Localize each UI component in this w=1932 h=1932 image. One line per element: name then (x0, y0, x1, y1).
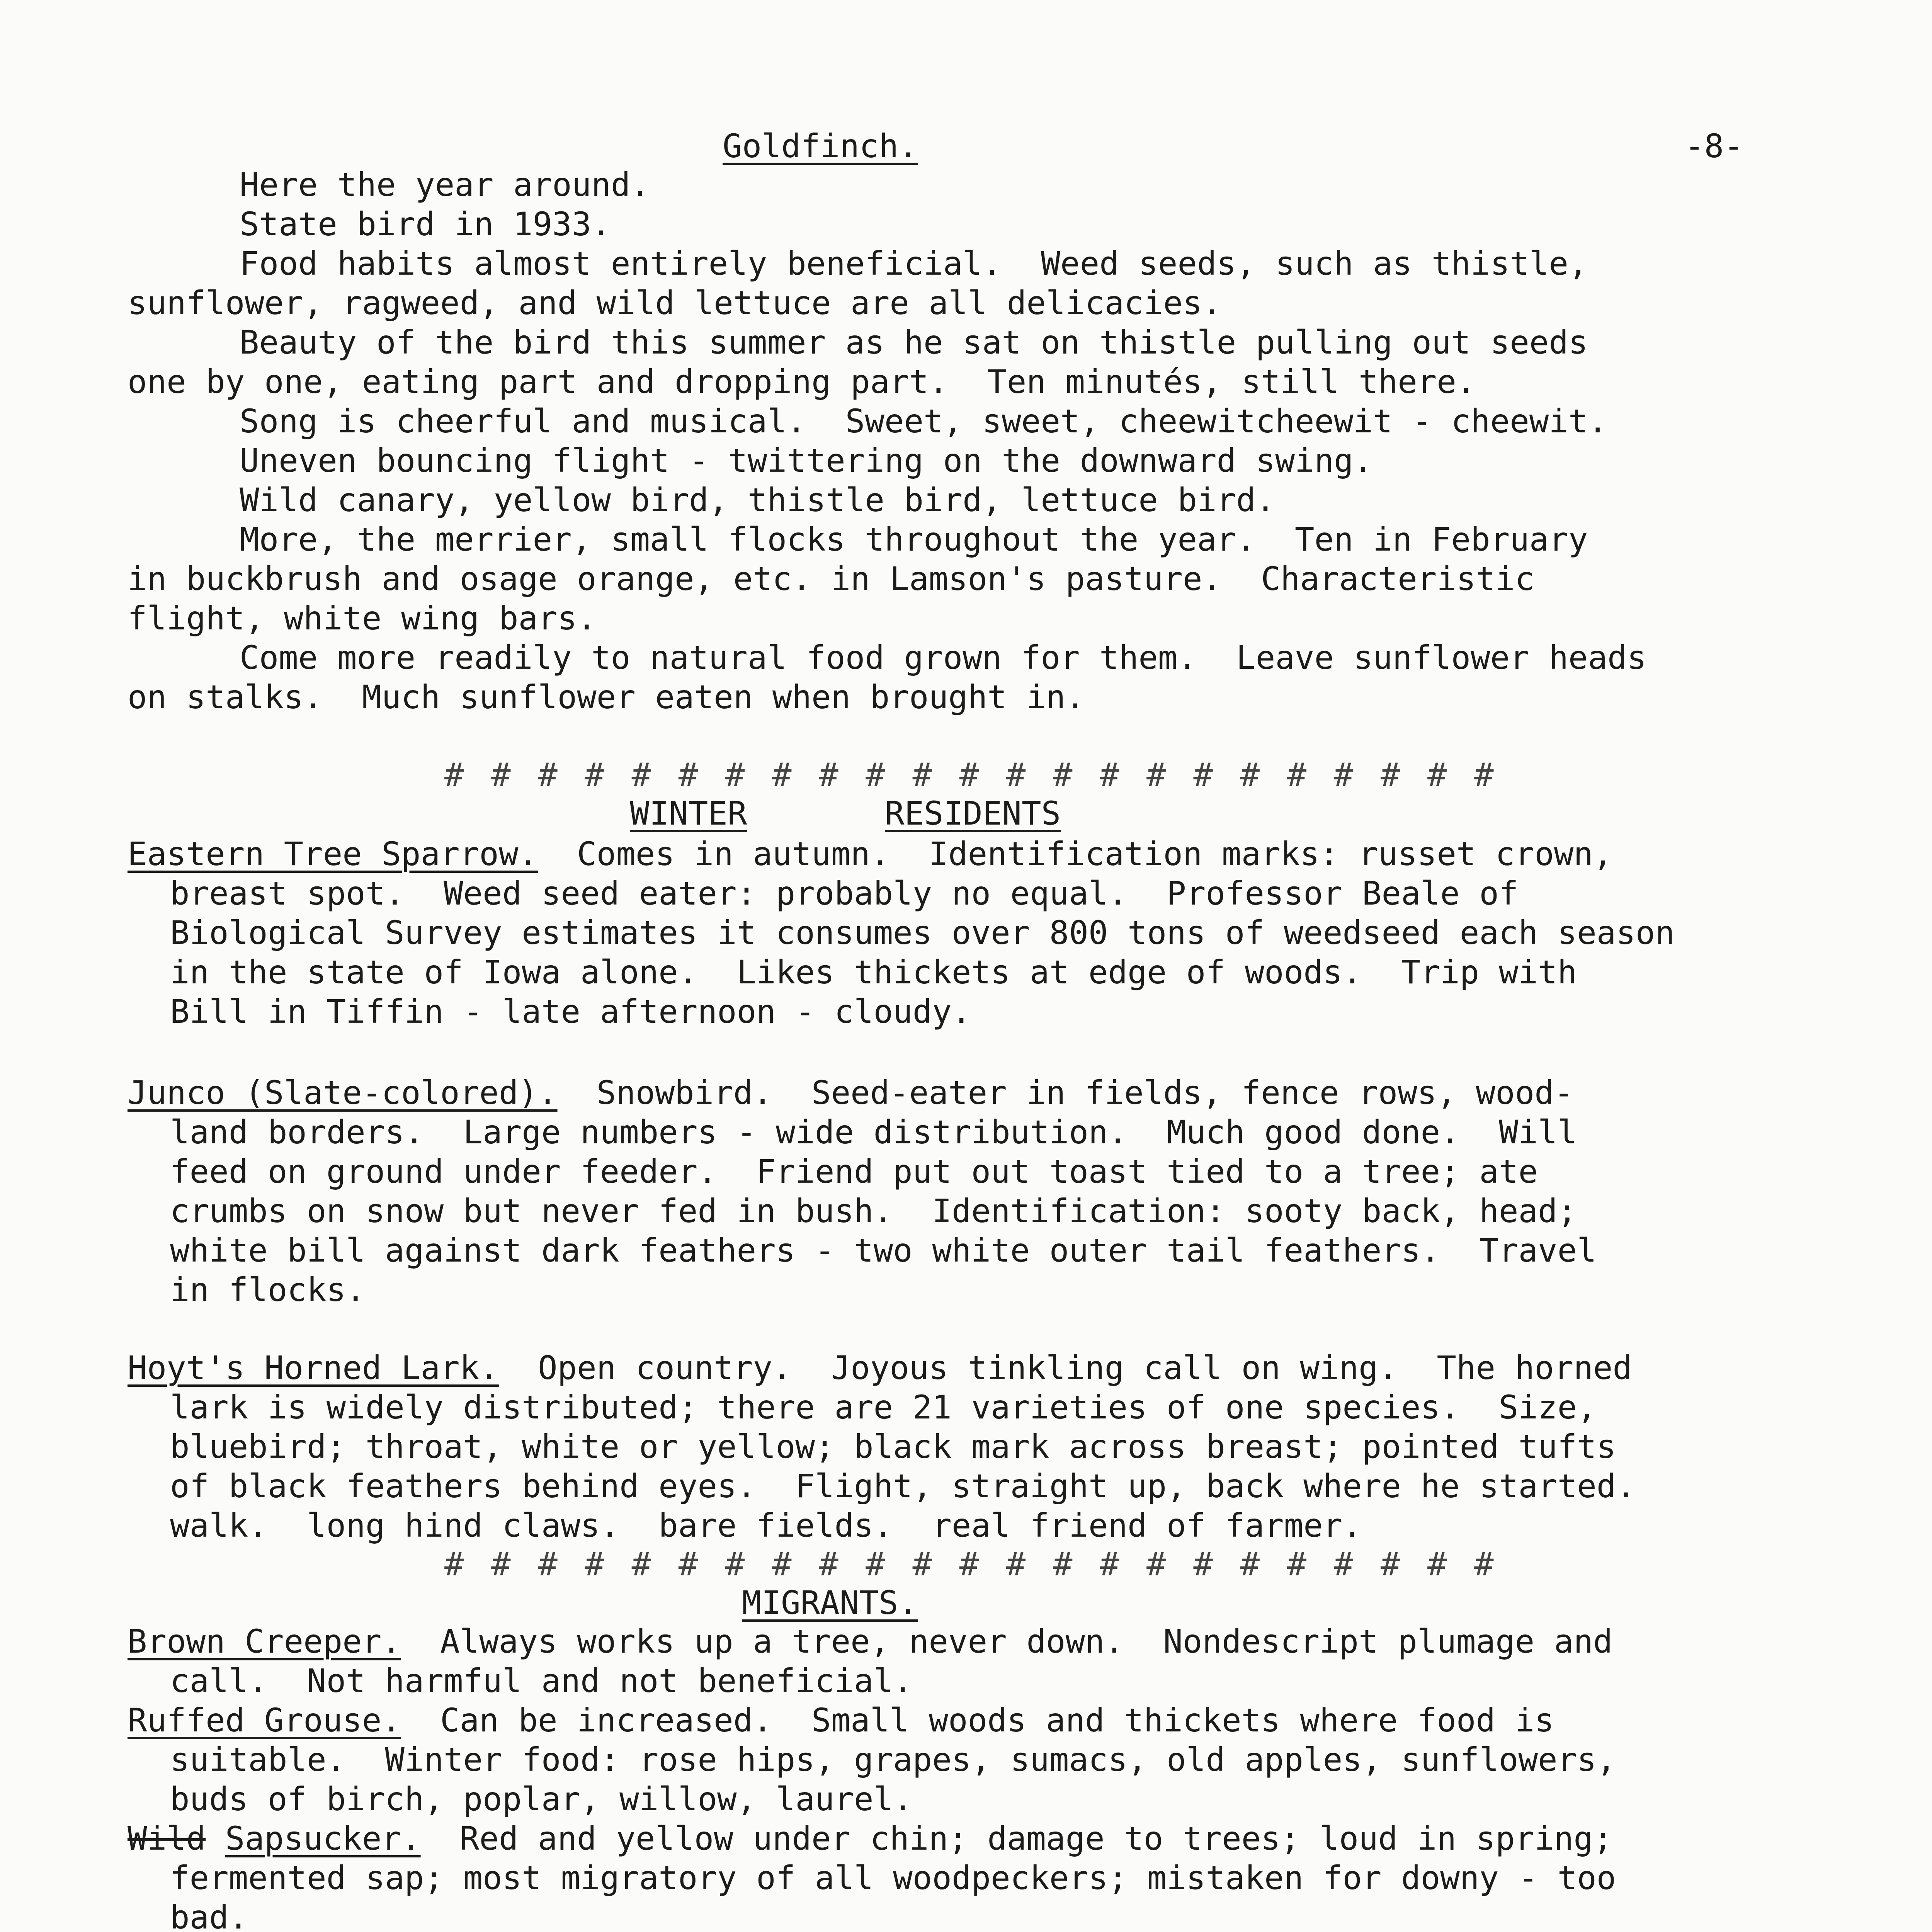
species-line: walk. long hind claws. bare fields. real friend of farmer. (170, 1507, 1362, 1544)
section-separator: # # # # # # # # # # # # # # # # # # # # # # # (444, 1545, 1498, 1583)
species-line: bluebird; throat, white or yellow; black mark across breast; pointed tufts (170, 1428, 1616, 1466)
species-name: Brown Creeper. (128, 1622, 401, 1660)
section-separator: # # # # # # # # # # # # # # # # # # # # # # # (444, 756, 1498, 794)
species-entry-first-line (128, 1622, 1613, 1661)
section-heading-residents: RESIDENTS (885, 794, 1061, 832)
species-line: fermented sap; most migratory of all woodpeckers; mistaken for downy - too (170, 1859, 1616, 1897)
species-line: white bill against dark feathers - two white outer tail feathers. Travel (170, 1231, 1597, 1269)
goldfinch-line: one by one, eating part and dropping part. Ten minutés, still there. (128, 363, 1476, 401)
species-entry-first-line (128, 835, 1613, 873)
species-line: breast spot. Weed seed eater: probably no equal. Professor Beale of (170, 874, 1519, 912)
goldfinch-line: Come more readily to natural food grown for them. Leave sunflower heads (240, 639, 1647, 677)
goldfinch-line: Here the year around. (240, 166, 650, 204)
goldfinch-line: on stalks. Much sunflower eaten when brought in. (128, 678, 1085, 716)
goldfinch-line: Uneven bouncing flight - twittering on the downward swing. (240, 442, 1373, 480)
goldfinch-line: Wild canary, yellow bird, thistle bird, lettuce bird. (240, 481, 1276, 519)
species-entry-first-line (128, 1349, 1632, 1387)
goldfinch-line: Beauty of the bird this summer as he sat on thistle pulling out seeds (240, 323, 1588, 361)
species-text: Snowbird. Seed-eater in fields, fence rows, wood- (557, 1074, 1574, 1112)
species-entry-first-line (128, 1819, 1613, 1858)
species-line: buds of birch, poplar, willow, laurel. (170, 1780, 913, 1818)
species-line: in flocks. (170, 1271, 366, 1309)
species-line: lark is widely distributed; there are 21 varieties of one species. Size, (170, 1388, 1597, 1426)
section-heading-migrants: MIGRANTS. (742, 1584, 918, 1622)
species-entry-first-line (128, 1701, 1554, 1740)
goldfinch-line: Song is cheerful and musical. Sweet, sweet, cheewitcheewit - cheewit. (240, 402, 1608, 440)
species-line: in the state of Iowa alone. Likes thickets at edge of woods. Trip with (170, 953, 1577, 991)
species-text: Can be increased. Small woods and thickets where food is (401, 1701, 1554, 1739)
species-name: Sapsucker. (225, 1820, 421, 1857)
species-name: Eastern Tree Sparrow. (128, 835, 538, 873)
species-text: Always works up a tree, never down. Nondescript plumage and (401, 1622, 1613, 1660)
goldfinch-line: sunflower, ragweed, and wild lettuce are all delicacies. (128, 284, 1222, 322)
page-number: -8- (1685, 127, 1743, 165)
struck-out-word: Wild (128, 1820, 206, 1857)
species-line: land borders. Large numbers - wide distribution. Much good done. Will (170, 1113, 1577, 1151)
species-line: bad. (170, 1898, 248, 1932)
species-entry-first-line (128, 1073, 1573, 1112)
page-title: Goldfinch. (723, 127, 918, 165)
goldfinch-line: State bird in 1933. (240, 205, 611, 243)
species-text: Open country. Joyous tinkling call on wing. The horned (498, 1349, 1633, 1387)
goldfinch-line: flight, white wing bars. (128, 599, 597, 637)
species-text: Comes in autumn. Identification marks: russet crown, (538, 835, 1613, 873)
goldfinch-line: Food habits almost entirely beneficial. Weed seeds, such as thistle, (240, 245, 1588, 282)
species-line: crumbs on snow but never fed in bush. Identification: sooty back, head; (170, 1192, 1577, 1230)
species-name: Ruffed Grouse. (128, 1701, 401, 1739)
species-line: feed on ground under feeder. Friend put out toast tied to a tree; ate (170, 1153, 1538, 1190)
species-name: Junco (Slate-colored). (128, 1074, 558, 1112)
species-text: Red and yellow under chin; damage to trees; loud in spring; (420, 1820, 1613, 1857)
section-heading-winter: WINTER (630, 794, 747, 832)
species-name: Hoyt's Horned Lark. (128, 1349, 499, 1387)
species-line: of black feathers behind eyes. Flight, straight up, back where he started. (170, 1467, 1636, 1505)
species-line: Biological Survey estimates it consumes over 800 tons of weedseed each season (170, 914, 1675, 952)
species-line: Bill in Tiffin - late afternoon - cloudy. (170, 993, 971, 1031)
species-line: call. Not harmful and not beneficial. (170, 1662, 913, 1700)
goldfinch-line: More, the merrier, small flocks throughout the year. Ten in February (240, 520, 1588, 558)
species-line: suitable. Winter food: rose hips, grapes, sumacs, old apples, sunflowers, (170, 1741, 1616, 1779)
goldfinch-line: in buckbrush and osage orange, etc. in Lamson's pasture. Characteristic (128, 560, 1535, 598)
